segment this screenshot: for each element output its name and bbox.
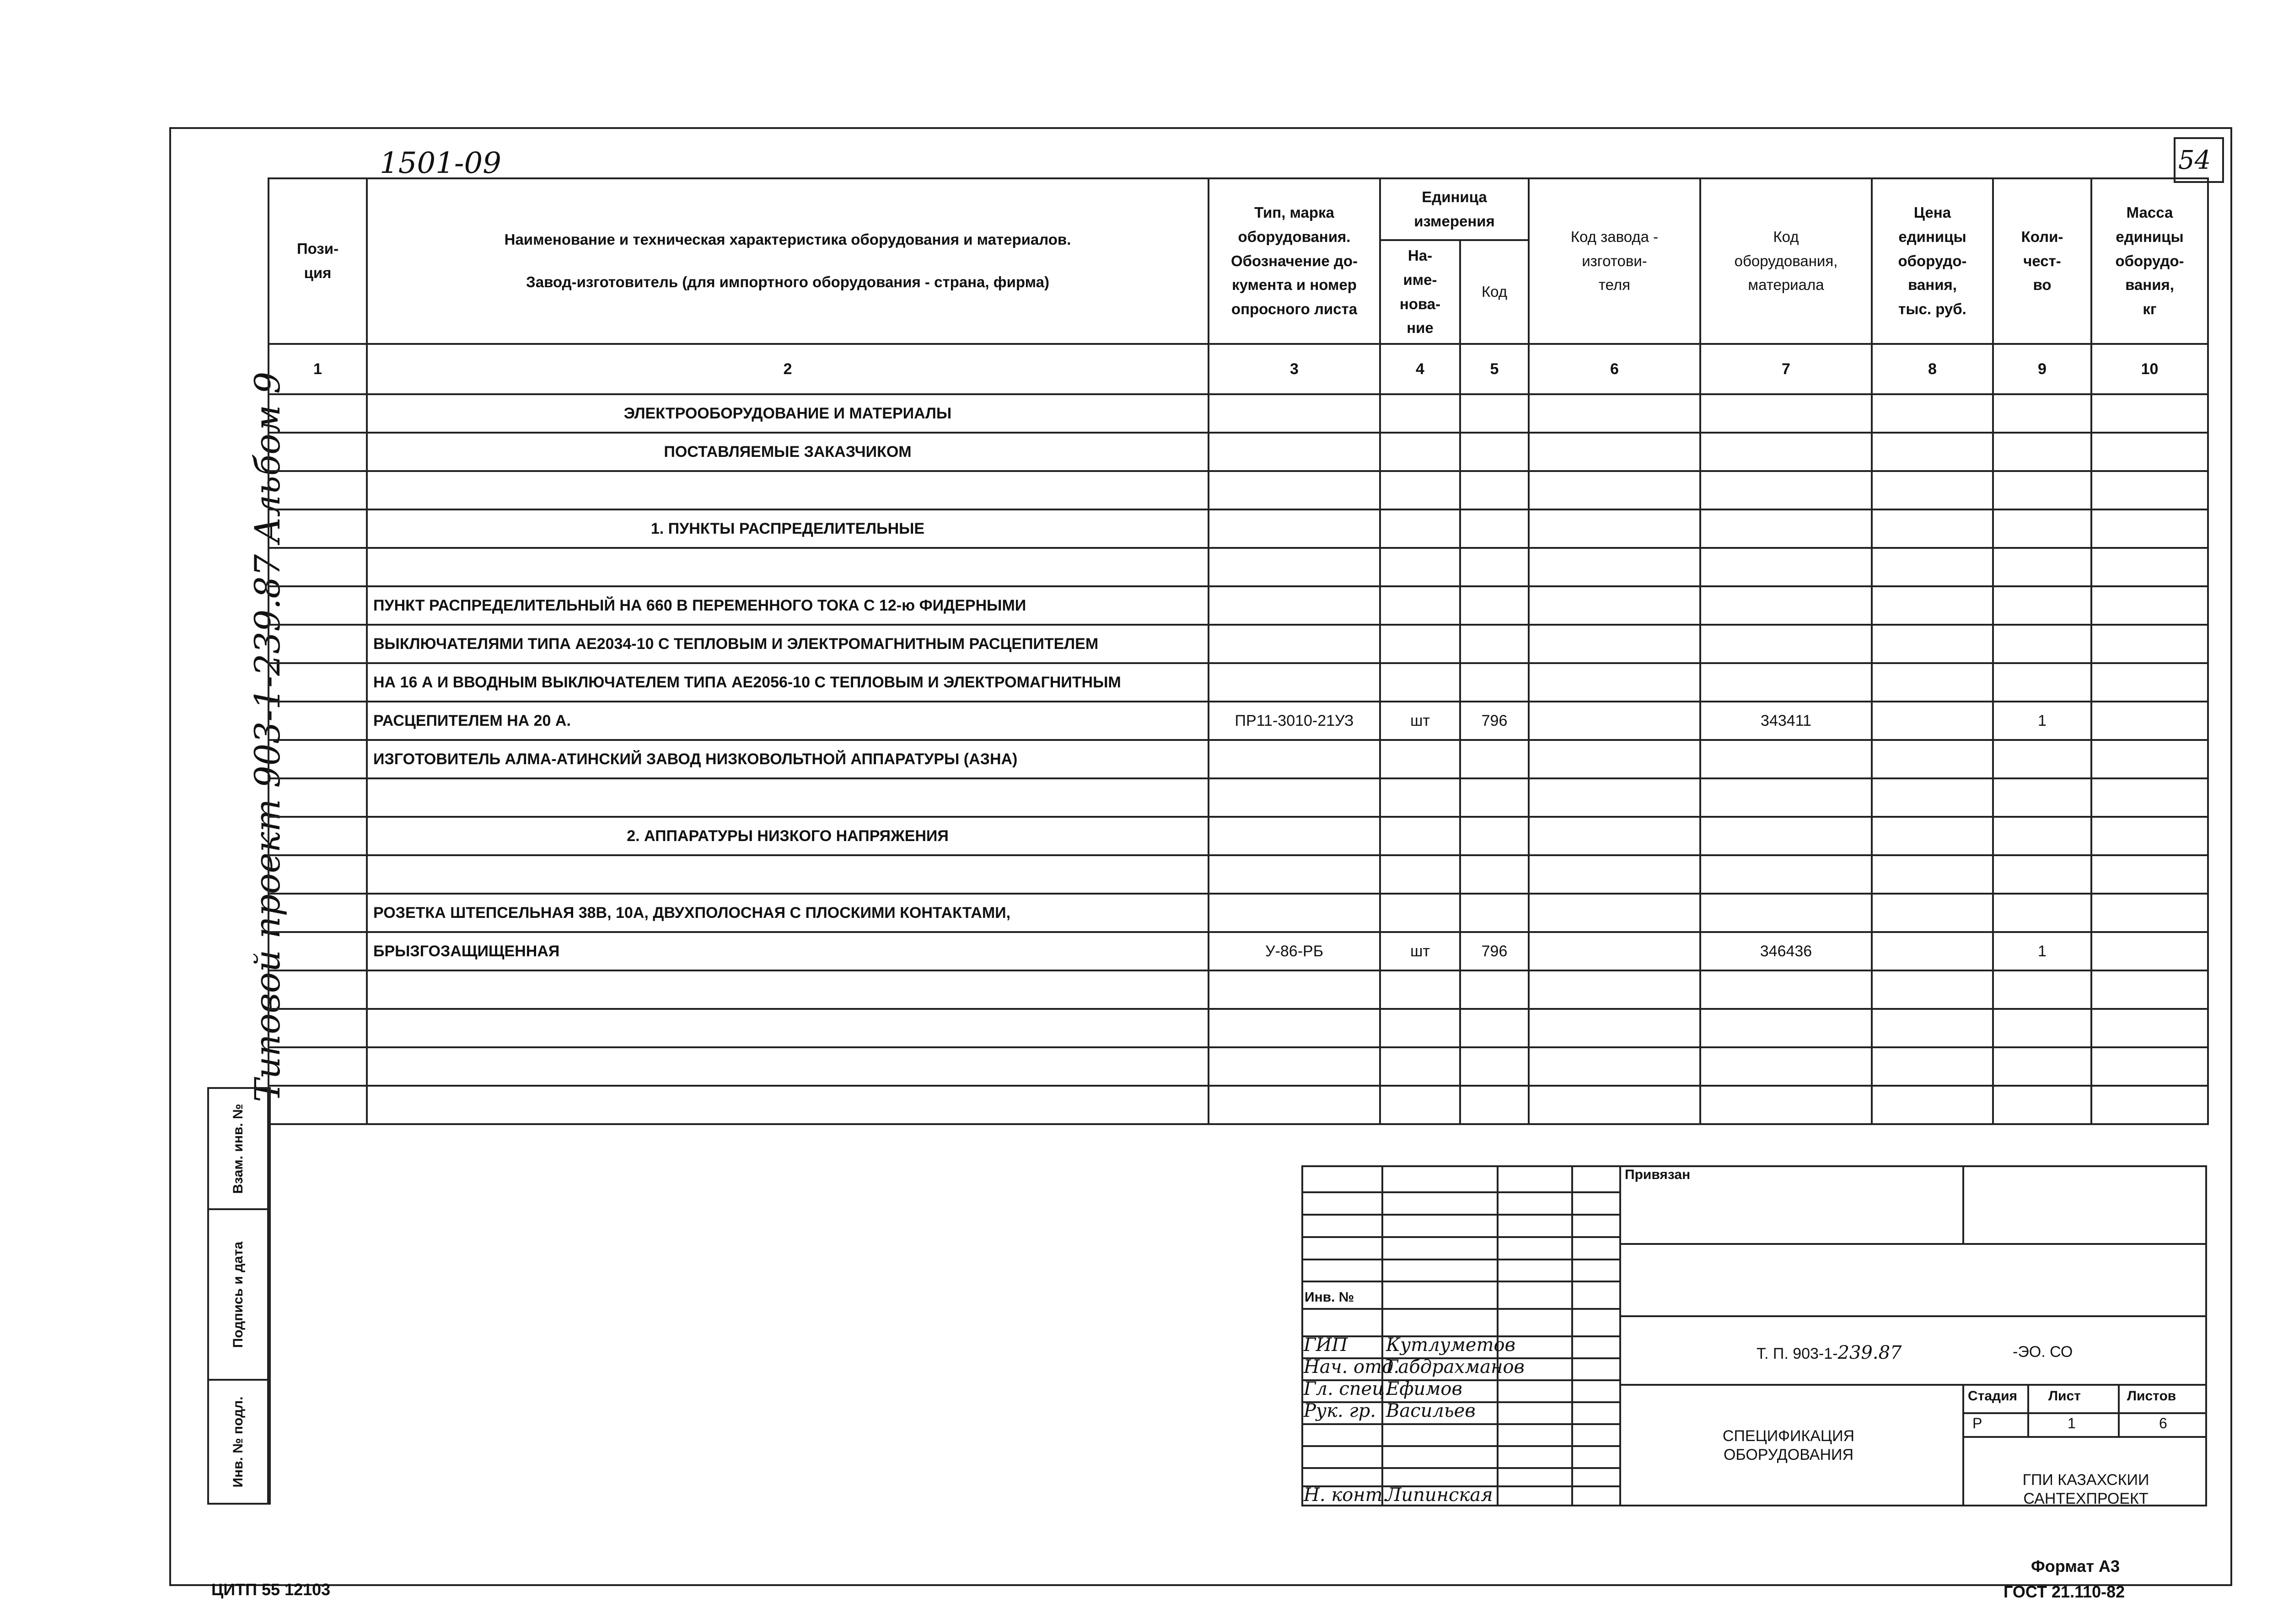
cell-unit: шт xyxy=(1380,702,1460,740)
cell-equip-code: 346436 xyxy=(1700,932,1872,970)
header-unit-name: На- име- нова- ние xyxy=(1380,240,1460,344)
cell-name: РАСЦЕПИТЕЛЕМ НА 20 А. xyxy=(367,702,1209,740)
organization: ГПИ КАЗАХСКИИ САНТЕХПРОЕКТ xyxy=(2022,1471,2149,1507)
table-row xyxy=(269,663,2208,702)
cell-type xyxy=(1209,509,1380,548)
cell-unit xyxy=(1380,970,1460,1009)
cell-empty xyxy=(2091,1009,2208,1047)
table-row xyxy=(269,625,2208,663)
cell-type xyxy=(1209,1086,1380,1124)
cell-empty xyxy=(2091,663,2208,702)
document-code: Т. П. 903-1-239.87 xyxy=(1757,1342,1902,1363)
handwritten-top-code: 1501-09 xyxy=(380,146,501,180)
cell-empty xyxy=(2091,740,2208,778)
signer-role: Гл. спец. xyxy=(1304,1378,1391,1399)
header-position: Пози- ция xyxy=(269,178,367,344)
privyazan-label: Привязан xyxy=(1625,1167,1691,1182)
cell-empty xyxy=(2091,932,2208,970)
cell-name: 1. ПУНКТЫ РАСПРЕДЕЛИТЕЛЬНЫЕ xyxy=(367,509,1209,548)
cell-empty xyxy=(269,471,367,509)
cell-code xyxy=(1460,586,1529,625)
cell-empty xyxy=(269,702,367,740)
cell-empty xyxy=(1872,702,1993,740)
cell-empty xyxy=(2091,894,2208,932)
cell-unit xyxy=(1380,1086,1460,1124)
cell-qty xyxy=(1993,625,2091,663)
cell-empty xyxy=(2091,702,2208,740)
cell-unit xyxy=(1380,894,1460,932)
cell-empty xyxy=(269,817,367,855)
cell-empty xyxy=(269,663,367,702)
cell-unit xyxy=(1380,548,1460,586)
cell-qty xyxy=(1993,586,2091,625)
cell-empty xyxy=(1872,394,1993,433)
stamp-vzam-inv: Взам. инв. № xyxy=(207,1087,269,1210)
cell-qty xyxy=(1993,817,2091,855)
cell-unit xyxy=(1380,855,1460,894)
cell-unit xyxy=(1380,1009,1460,1047)
cell-empty xyxy=(1872,433,1993,471)
cell-empty xyxy=(1529,932,1700,970)
cell-empty xyxy=(1872,1086,1993,1124)
document-suffix: -ЭО. СО xyxy=(2013,1343,2073,1361)
sheet-number: 54 xyxy=(2178,145,2211,175)
cell-type xyxy=(1209,817,1380,855)
table-row xyxy=(269,1047,2208,1086)
table-row xyxy=(269,702,2208,740)
cell-equip-code xyxy=(1700,625,1872,663)
cell-unit xyxy=(1380,1047,1460,1086)
cell-equip-code xyxy=(1700,471,1872,509)
cell-empty xyxy=(1529,778,1700,817)
signer-name: Кутлуметов xyxy=(1386,1335,1515,1356)
table-row xyxy=(269,586,2208,625)
cell-empty xyxy=(1529,509,1700,548)
cell-unit: шт xyxy=(1380,932,1460,970)
cell-empty xyxy=(269,1086,367,1124)
stamp-inv-no-orig: Инв. № подл. xyxy=(207,1379,269,1505)
stamp-col-a xyxy=(267,1087,271,1505)
cell-qty xyxy=(1993,433,2091,471)
cell-empty xyxy=(2091,778,2208,817)
cell-empty xyxy=(269,894,367,932)
cell-empty xyxy=(1529,970,1700,1009)
table-row xyxy=(269,778,2208,817)
cell-unit xyxy=(1380,509,1460,548)
table-row xyxy=(269,740,2208,778)
table-row xyxy=(269,1086,2208,1124)
table-row xyxy=(269,817,2208,855)
cell-qty: 1 xyxy=(1993,702,2091,740)
cell-empty xyxy=(1872,548,1993,586)
cell-name: ПУНКТ РАСПРЕДЕЛИТЕЛЬНЫЙ НА 660 В ПЕРЕМЕННОГО ТОКА С 12-ю ФИДЕРНЫМИ xyxy=(367,586,1209,625)
column-number: 3 xyxy=(1209,344,1380,394)
cell-equip-code xyxy=(1700,894,1872,932)
sheets-value: 6 xyxy=(2159,1415,2167,1431)
cell-name: БРЫЗГОЗАЩИЩЕННАЯ xyxy=(367,932,1209,970)
table-row xyxy=(269,471,2208,509)
cell-name xyxy=(367,1009,1209,1047)
specification-table xyxy=(268,177,2209,1125)
gost-label: ГОСТ 21.110-82 xyxy=(2004,1582,2125,1601)
cell-equip-code xyxy=(1700,586,1872,625)
cell-name xyxy=(367,1047,1209,1086)
cell-empty xyxy=(1872,509,1993,548)
cell-code xyxy=(1460,1009,1529,1047)
cell-empty xyxy=(1872,586,1993,625)
cell-equip-code xyxy=(1700,663,1872,702)
cell-empty xyxy=(269,625,367,663)
cell-name: ПОСТАВЛЯЕМЫЕ ЗАКАЗЧИКОМ xyxy=(367,433,1209,471)
cell-empty xyxy=(1529,1009,1700,1047)
header-price: Цена единицы оборудо- вания, тыс. руб. xyxy=(1872,178,1993,344)
table-row xyxy=(269,970,2208,1009)
cell-empty xyxy=(269,740,367,778)
cell-name xyxy=(367,855,1209,894)
cell-empty xyxy=(2091,1047,2208,1086)
cell-empty xyxy=(269,433,367,471)
cell-empty xyxy=(1872,970,1993,1009)
table-row xyxy=(269,1009,2208,1047)
column-number: 1 xyxy=(269,344,367,394)
cell-qty xyxy=(1993,471,2091,509)
cell-empty xyxy=(269,1009,367,1047)
stamp-sign-date: Подпись и дата xyxy=(207,1208,269,1381)
cell-type xyxy=(1209,855,1380,894)
cell-unit xyxy=(1380,471,1460,509)
cell-unit xyxy=(1380,778,1460,817)
cell-type: ПР11-3010-21УЗ xyxy=(1209,702,1380,740)
cell-qty xyxy=(1993,894,2091,932)
cell-type xyxy=(1209,433,1380,471)
cell-type xyxy=(1209,548,1380,586)
column-number: 10 xyxy=(2091,344,2208,394)
cell-qty xyxy=(1993,509,2091,548)
cell-equip-code xyxy=(1700,1086,1872,1124)
cell-empty xyxy=(1529,702,1700,740)
cell-qty: 1 xyxy=(1993,932,2091,970)
cell-empty xyxy=(1529,817,1700,855)
cell-name: РОЗЕТКА ШТЕПСЕЛЬНАЯ 38В, 10А, ДВУХПОЛОСНАЯ С ПЛОСКИМИ КОНТАКТАМИ, xyxy=(367,894,1209,932)
cell-code xyxy=(1460,894,1529,932)
cell-empty xyxy=(1529,855,1700,894)
cell-equip-code xyxy=(1700,548,1872,586)
table-row xyxy=(269,855,2208,894)
table-row xyxy=(269,509,2208,548)
cell-empty xyxy=(1529,471,1700,509)
cell-type xyxy=(1209,586,1380,625)
cell-equip-code xyxy=(1700,970,1872,1009)
cell-code xyxy=(1460,740,1529,778)
cell-empty xyxy=(1872,778,1993,817)
format-label: Формат А3 xyxy=(2031,1557,2120,1576)
cell-name xyxy=(367,970,1209,1009)
header-unit-code: Код xyxy=(1460,240,1529,344)
cell-empty xyxy=(269,855,367,894)
column-number: 7 xyxy=(1700,344,1872,394)
cell-qty xyxy=(1993,548,2091,586)
signer-role: Н. конт. xyxy=(1304,1485,1389,1506)
table-row xyxy=(269,433,2208,471)
cell-code xyxy=(1460,433,1529,471)
cell-code xyxy=(1460,970,1529,1009)
cell-unit xyxy=(1380,433,1460,471)
cell-empty xyxy=(269,548,367,586)
inv-no-label: Инв. № xyxy=(1305,1290,1354,1305)
cell-type xyxy=(1209,894,1380,932)
cell-name: НА 16 А И ВВОДНЫМ ВЫКЛЮЧАТЕЛЕМ ТИПА АЕ2056-10 С ТЕПЛОВЫМ И ЭЛЕКТРОМАГНИТНЫМ xyxy=(367,663,1209,702)
table-row xyxy=(269,932,2208,970)
cell-unit xyxy=(1380,625,1460,663)
cell-empty xyxy=(1529,586,1700,625)
cell-qty xyxy=(1993,1009,2091,1047)
table-row xyxy=(269,394,2208,433)
footer-code: ЦИТП 55 12103 xyxy=(211,1580,331,1599)
cell-code xyxy=(1460,509,1529,548)
cell-code xyxy=(1460,394,1529,433)
cell-type xyxy=(1209,778,1380,817)
signer-name: Васильев xyxy=(1386,1400,1476,1421)
cell-unit xyxy=(1380,817,1460,855)
cell-type xyxy=(1209,1009,1380,1047)
column-number: 6 xyxy=(1529,344,1700,394)
cell-name: ЭЛЕКТРООБОРУДОВАНИЕ И МАТЕРИАЛЫ xyxy=(367,394,1209,433)
cell-equip-code xyxy=(1700,778,1872,817)
cell-qty xyxy=(1993,663,2091,702)
cell-type xyxy=(1209,394,1380,433)
cell-code xyxy=(1460,817,1529,855)
cell-equip-code xyxy=(1700,509,1872,548)
cell-empty xyxy=(269,778,367,817)
cell-code xyxy=(1460,663,1529,702)
cell-code xyxy=(1460,1047,1529,1086)
cell-empty xyxy=(1872,855,1993,894)
header-unit: Единица измерения xyxy=(1380,178,1529,240)
cell-equip-code xyxy=(1700,1047,1872,1086)
cell-empty xyxy=(1872,663,1993,702)
cell-empty xyxy=(1529,663,1700,702)
cell-empty xyxy=(2091,548,2208,586)
cell-name: ВЫКЛЮЧАТЕЛЯМИ ТИПА АЕ2034-10 С ТЕПЛОВЫМ И ЭЛЕКТРОМАГНИТНЫМ РАСЦЕПИТЕЛЕМ xyxy=(367,625,1209,663)
column-number: 2 xyxy=(367,344,1209,394)
cell-qty xyxy=(1993,778,2091,817)
cell-empty xyxy=(1529,894,1700,932)
cell-type: У-86-РБ xyxy=(1209,932,1380,970)
document-title: СПЕЦИФИКАЦИЯ ОБОРУДОВАНИЯ xyxy=(1722,1427,1855,1463)
header-name: Наименование и техническая характеристика оборудования и материалов. Завод-изготовитель (для импортного оборудования - страна, фирма) xyxy=(367,178,1209,344)
cell-empty xyxy=(2091,855,2208,894)
cell-empty xyxy=(269,1047,367,1086)
cell-empty xyxy=(269,394,367,433)
cell-code: 796 xyxy=(1460,702,1529,740)
cell-qty xyxy=(1993,1047,2091,1086)
header-equipment-code: Код оборудования, материала xyxy=(1700,178,1872,344)
cell-empty xyxy=(269,932,367,970)
cell-code xyxy=(1460,1086,1529,1124)
cell-qty xyxy=(1993,1086,2091,1124)
cell-equip-code xyxy=(1700,394,1872,433)
signer-name: Липинская xyxy=(1386,1485,1493,1506)
cell-code xyxy=(1460,855,1529,894)
cell-type xyxy=(1209,663,1380,702)
header-type: Тип, марка оборудования. Обозначение до- кумента и номер опросного листа xyxy=(1209,178,1380,344)
cell-empty xyxy=(1529,433,1700,471)
column-number: 4 xyxy=(1380,344,1460,394)
header-factory-code: Код завода - изготови- теля xyxy=(1529,178,1700,344)
cell-empty xyxy=(269,509,367,548)
cell-equip-code: 343411 xyxy=(1700,702,1872,740)
column-number: 8 xyxy=(1872,344,1993,394)
cell-code xyxy=(1460,471,1529,509)
cell-unit xyxy=(1380,663,1460,702)
stage-value: Р xyxy=(1972,1415,1982,1431)
cell-empty xyxy=(2091,586,2208,625)
cell-empty xyxy=(1529,394,1700,433)
cell-name: 2. АППАРАТУРЫ НИЗКОГО НАПРЯЖЕНИЯ xyxy=(367,817,1209,855)
table-row xyxy=(269,894,2208,932)
sheet-value: 1 xyxy=(2068,1415,2076,1431)
cell-unit xyxy=(1380,394,1460,433)
cell-empty xyxy=(1529,1086,1700,1124)
cell-empty xyxy=(2091,1086,2208,1124)
cell-empty xyxy=(2091,433,2208,471)
cell-empty xyxy=(2091,625,2208,663)
cell-empty xyxy=(269,586,367,625)
cell-code xyxy=(1460,548,1529,586)
cell-empty xyxy=(2091,970,2208,1009)
cell-qty xyxy=(1993,855,2091,894)
cell-empty xyxy=(1872,1047,1993,1086)
cell-name xyxy=(367,471,1209,509)
cell-name xyxy=(367,548,1209,586)
cell-empty xyxy=(2091,509,2208,548)
cell-code xyxy=(1460,778,1529,817)
cell-empty xyxy=(1529,740,1700,778)
cell-type xyxy=(1209,740,1380,778)
cell-empty xyxy=(269,970,367,1009)
cell-name xyxy=(367,1086,1209,1124)
header-quantity: Коли- чест- во xyxy=(1993,178,2091,344)
cell-empty xyxy=(1872,1009,1993,1047)
sheets-label: Листов xyxy=(2127,1388,2176,1404)
cell-type xyxy=(1209,471,1380,509)
cell-equip-code xyxy=(1700,855,1872,894)
cell-unit xyxy=(1380,740,1460,778)
sheet-label: Лист xyxy=(2048,1388,2081,1404)
cell-empty xyxy=(1872,625,1993,663)
cell-empty xyxy=(1872,740,1993,778)
cell-equip-code xyxy=(1700,817,1872,855)
cell-empty xyxy=(1872,932,1993,970)
cell-code xyxy=(1460,625,1529,663)
header-mass: Масса единицы оборудо- вания, кг xyxy=(2091,178,2208,344)
column-number: 5 xyxy=(1460,344,1529,394)
cell-type xyxy=(1209,970,1380,1009)
cell-empty xyxy=(1872,471,1993,509)
signer-role: ГИП xyxy=(1304,1335,1348,1356)
cell-equip-code xyxy=(1700,433,1872,471)
signer-name: Ефимов xyxy=(1386,1378,1462,1399)
signer-name: Габдрахманов xyxy=(1386,1356,1525,1377)
cell-empty xyxy=(1872,894,1993,932)
cell-empty xyxy=(1529,1047,1700,1086)
column-number: 9 xyxy=(1993,344,2091,394)
cell-empty xyxy=(2091,471,2208,509)
signer-role: Нач. отд. xyxy=(1304,1356,1400,1377)
table-row xyxy=(269,548,2208,586)
cell-qty xyxy=(1993,740,2091,778)
signer-role: Рук. гр. xyxy=(1304,1400,1376,1421)
cell-name: ИЗГОТОВИТЕЛЬ АЛМА-АТИНСКИЙ ЗАВОД НИЗКОВОЛЬТНОЙ АППАРАТУРЫ (АЗНА) xyxy=(367,740,1209,778)
cell-equip-code xyxy=(1700,740,1872,778)
cell-equip-code xyxy=(1700,1009,1872,1047)
cell-type xyxy=(1209,1047,1380,1086)
cell-empty xyxy=(1529,548,1700,586)
cell-code: 796 xyxy=(1460,932,1529,970)
cell-empty xyxy=(1529,625,1700,663)
stage-label: Стадия xyxy=(1968,1388,2018,1404)
cell-empty xyxy=(1872,817,1993,855)
cell-empty xyxy=(2091,817,2208,855)
cell-qty xyxy=(1993,970,2091,1009)
cell-unit xyxy=(1380,586,1460,625)
cell-type xyxy=(1209,625,1380,663)
cell-name xyxy=(367,778,1209,817)
cell-qty xyxy=(1993,394,2091,433)
cell-empty xyxy=(2091,394,2208,433)
